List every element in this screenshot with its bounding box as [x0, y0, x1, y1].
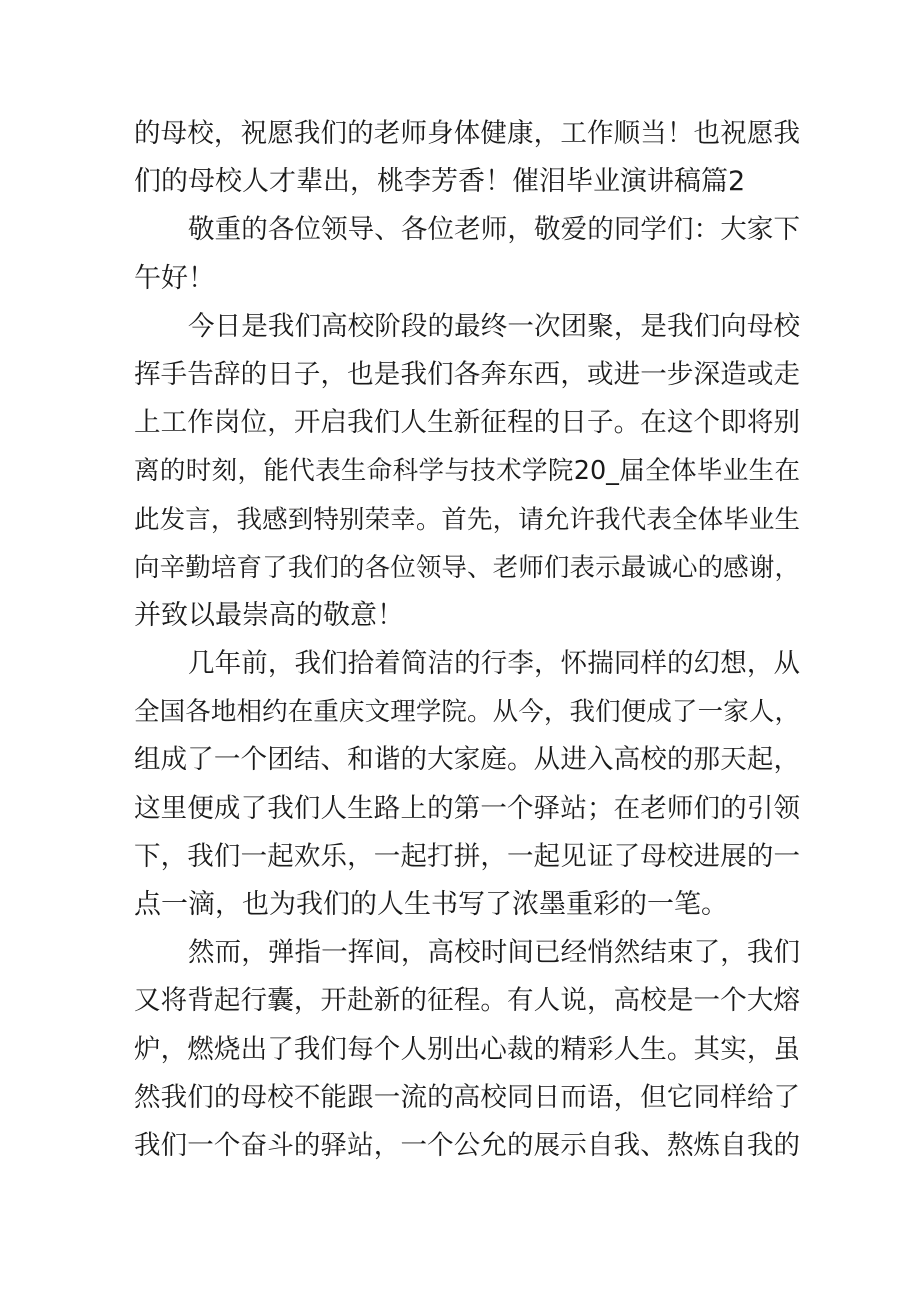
- paragraph-4: [134, 640, 800, 929]
- text-line: 然而，弹指一挥间，高校时间已经悄然结束了，我们: [188, 937, 800, 969]
- text-line: 的母校，祝愿我们的老师身体健康，工作顺当！也祝愿我: [134, 118, 800, 149]
- text-line: 点一滴，也为我们的人生书写了浓墨重彩的一笔。: [134, 889, 728, 920]
- text-line: 午好！: [134, 262, 215, 294]
- text-line: 组成了一个团结、和谐的大家庭。从进入高校的那天起，: [134, 744, 800, 776]
- text-line: 们的母校人才辈出，桃李芳香！催泪毕业演讲稿篇2: [134, 166, 746, 198]
- text-line: 又将背起行囊，开赴新的征程。有人说，高校是一个大熔: [134, 985, 800, 1017]
- text-line: 向辛勤培育了我们的各位领导、老师们表示最诚心的感谢，: [134, 552, 800, 583]
- paragraph-5: [134, 929, 800, 1170]
- text-line: 这里便成了我们人生路上的第一个驿站；在老师们的引领: [134, 792, 800, 824]
- text-line: 几年前，我们拾着简洁的行李，怀揣同样的幻想，从: [188, 648, 800, 680]
- text-line: 挥手告辞的日子，也是我们各奔东西，或进一步深造或走: [134, 358, 800, 390]
- text-line: 全国各地相约在重庆文理学院。从今，我们便成了一家人，: [134, 697, 800, 728]
- text-line: 我们一个奋斗的驿站，一个公允的展示自我、熬炼自我的: [134, 1129, 800, 1161]
- text-line: 下，我们一起欢乐，一起打拼，一起见证了母校进展的一: [134, 840, 800, 872]
- text-line: 炉，燃烧出了我们每个人别出心裁的精彩人生。其实，虽: [134, 1033, 800, 1065]
- text-line: 上工作岗位，开启我们人生新征程的日子。在这个即将别: [134, 407, 800, 439]
- text-line: 离的时刻，能代表生命科学与技术学院20_届全体毕业生在: [134, 456, 800, 487]
- text-line: 今日是我们高校阶段的最终一次团聚，是我们向母校: [188, 310, 800, 342]
- text-line: 敬重的各位领导、各位老师，敬爱的同学们：大家下: [188, 214, 800, 246]
- paragraph-2: [134, 206, 800, 302]
- text-line: 并致以最崇高的敬意！: [134, 599, 404, 631]
- body-text: [134, 110, 800, 1170]
- text-line: 然我们的母校不能跟一流的高校同日而语，但它同样给了: [134, 1081, 800, 1113]
- paragraph-1: [134, 110, 800, 206]
- text-line: 此发言，我感到特别荣幸。首先，请允许我代表全体毕业生: [134, 504, 800, 535]
- paragraph-3: [134, 303, 800, 640]
